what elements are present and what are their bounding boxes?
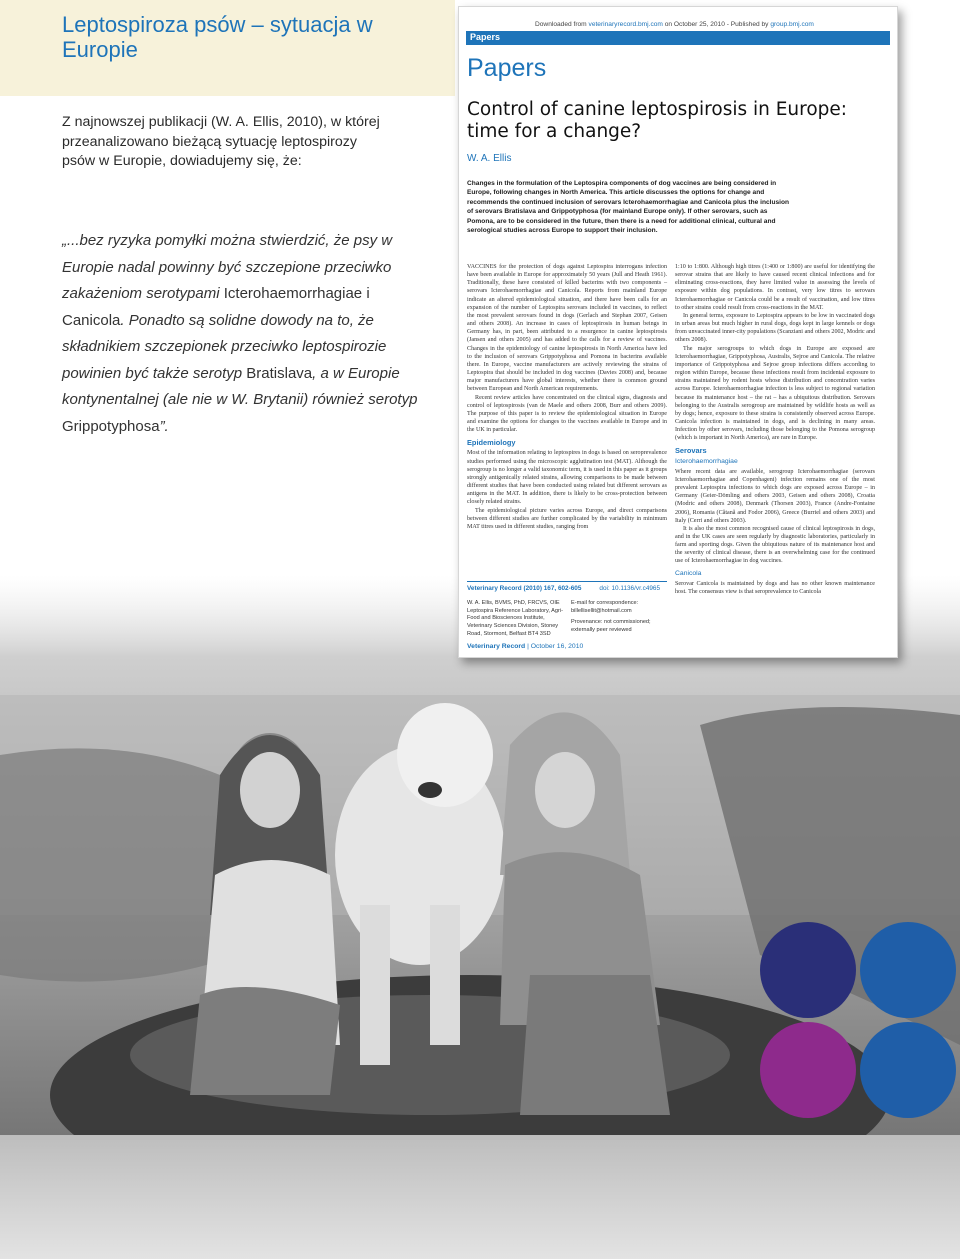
grass-left <box>0 748 240 981</box>
body-paragraph: VACCINES for the protection of dogs against Leptospira interrogans infection have been available in Europe for approximately 50 years (Jull and Heath 1961). Traditionally, these have consisted of killed bacterins with two components – serovars Icterohaemorrhagiae and Canicola. Reports from mainland Europe indicate an altered epidemiological situation, and there have been calls for an expansion of the number of Leptospira serovars included in vaccines, to reflect the most prevalent serovars found in dogs (Gerlach and Stephan 2007, Geisen and others 2008). An increase in cases of leptospirosis in human beings in Germany has, in part, been attributed to a resurgence in canine leptospirosis (Jansen and others 2005) and has added to the calls for a review of vaccines. Changes in the epidemiology of canine leptospirosis in North America have led to the inclusion of serovars Grippotyphosa and Pomona in bacterins available there. In Europe, vaccine manufacturers are actively reviewing the strains of Leptospira that should be included in dog vaccines (Davies 2008) and, because major manufacturers have global interests, whether there is common ground between European and North American requirements. <box>467 264 667 393</box>
subheading-canicola: Canicola <box>675 569 702 577</box>
decor-circle-navy <box>760 922 856 1018</box>
water-foreground <box>0 1135 960 1259</box>
quote-part-1: „...bez ryzyka pomyłki można stwierdzić, że psy w Europie nadal powinny być szczepione przeciwko zakażeniom serotypami <box>62 232 393 302</box>
provenance-note: Provenance: not commissioned; externally peer reviewed <box>571 619 651 634</box>
decor-circle-purple <box>760 1022 856 1118</box>
article-abstract: Changes in the formulation of the Leptospira components of dog vaccines are being considered in Europe, following changes in North America. This article discusses the options for change and recommends the continued inclusion of serovars Icterohaemorrhagiae and Canicola plus the inclusion of serovars Bratislava and Grippotyphosa (for mainland Europe only). If other serovars, such as Pomona, are to be considered in the future, then there is a need for additional clinical, cultural and serological studies across Europe to support their inclusion. <box>467 180 790 235</box>
quote-serovar-2: Bratislava <box>246 364 313 382</box>
subheading-icterohaemorrhagiae: Icterohaemorrhagiae <box>675 457 738 465</box>
author-affiliation: W. A. Ellis, BVMS, PhD, FRCVS, OIE Leptospira Reference Laboratory, Agri-Food and Biosciences Institute, Veterinary Sciences Division, Stoney Road, Stormont, Belfast BT4 3SD <box>467 600 563 637</box>
meta-divider <box>467 581 667 582</box>
decor-circle-blue-1 <box>860 922 956 1018</box>
body-paragraph: Recent review articles have concentrated on the clinical signs, diagnosis and control of leptospirosis (van de Maele and others 2008, Burr and others 2009). The purpose of this paper is to review the epidemiological situation in Europe and examine the options for changes to the vaccines available in Europe and in the UK in particular. <box>467 394 667 434</box>
quote-serovar-3: Grippotyphosa <box>62 417 160 435</box>
footer-date: | October 16, 2010 <box>525 643 584 650</box>
intro-text: Z najnowszej publikacji (W. A. Ellis, 2010), w której przeanalizowano bieżącą sytuację leptospirozy psów w Europie, dowiadujemy się, że: <box>62 114 380 169</box>
body-column-1 <box>467 263 667 531</box>
citation-line <box>467 585 660 592</box>
section-bar <box>466 31 890 45</box>
download-line: Downloaded from veterinaryrecord.bmj.com on October 25, 2010 - Published by group.bmj.com <box>535 21 814 28</box>
citation: Veterinary Record (2010) 167, 602-605 <box>467 585 582 592</box>
page-footer <box>467 643 583 650</box>
page-title: Leptospiroza psów – sytuacja w Europie <box>62 12 373 62</box>
correspondence <box>571 600 667 635</box>
quote-part-2: . Ponadto są solidne dowody na to, że składnikiem szczepionek przeciwko leptospirozie powinien być także serotyp <box>62 311 387 382</box>
section-bar-label: Papers <box>470 32 501 42</box>
quote-serovars-1: Icterohaemorrhagiae i Canicola <box>62 285 370 329</box>
body-paragraph: The epidemiological picture varies across Europe, and direct comparisons between different studies are further complicated by the variability in minimum MAT titres used in different studies, ranging from <box>467 507 667 530</box>
heading-serovars: Serovars <box>675 446 707 456</box>
decor-circle-blue-2 <box>860 1022 956 1118</box>
body-paragraph: Serovar Canicola is maintained by dogs and has no other known maintenance host. The consensus view is that seroprevalence to Canicola <box>675 580 875 595</box>
heading-epidemiology: Epidemiology <box>467 438 516 448</box>
pull-quote <box>62 228 422 440</box>
body-paragraph: In general terms, exposure to Leptospira appears to be low in vaccinated dogs in urban areas but much higher in rural dogs, dogs kept in large kennels or dogs from unvaccinated inner-city populations (Scanziani and others 2002, Modric and others 2008). <box>675 312 875 344</box>
article-title: Control of canine leptospirosis in Europe: time for a change? <box>467 99 848 142</box>
quote-part-3: , a w Europie kontynentalnej (ale nie w W. Brytanii) również serotyp <box>62 364 418 408</box>
section-heading: Papers <box>467 54 547 82</box>
article-author: W. A. Ellis <box>467 153 512 164</box>
body-paragraph: 1:10 to 1:800. Although high titres (1:400 or 1:800) are useful for identifying the serovar strains that are likely to have caused recent clinical infections and for eliminating cross-reactions, they have limited value in assessing the levels of exposure within dog populations. In contrast, very low titres to serovars Icterohaemorrhagiae or Canicola could be a result of vaccination, and low titres to other strains could result from cross-reactions in the MAT. <box>675 264 875 311</box>
body-paragraph: Where recent data are available, serogroup Icterohaemorrhagiae (serovars Icterohaemorrhagiae and Copenhageni) infection remains one of the most prevalent Leptospira infections to which dogs are exposed across Europe – in Germany (Geier-Dömling and others 2003, Geisen and others 2008), Croatia (Modric and others 2008), Denmark (Thorsen 2003), France (Andre-Fontaine 2006), Romania (Cătană and Fodor 2006), Greece (Burriel and others 2003) and Italy (Cerri and others 2003). <box>675 468 875 524</box>
body-column-2 <box>675 263 875 596</box>
footer-journal: Veterinary Record <box>467 643 526 650</box>
article-page <box>458 6 898 658</box>
quote-part-4: ”. <box>159 417 169 435</box>
body-paragraph: It is also the most common recognised cause of clinical leptospirosis in dogs, and in the UK cases are seen regularly by diagnostic laboratories, particularly in farm and sporting dogs. Given the ubiquitous nature of its maintenance host and the severity of clinical disease, there is an overwhelming case for the continued use of Icterohaemorrhagiae in dog vaccines. <box>675 525 875 565</box>
photo-girls-with-dog <box>0 575 960 1259</box>
body-paragraph: The major serogroups to which dogs in Europe are exposed are Icterohaemorrhagiae, Grippotyphosa, Australis, Sejroe and Canicola. The relative importance of Grippotyphosa and Sejroe group infections differs according to region within Europe, because these infections result from incidental exposure to strains maintained by rodent hosts whose distribution and concentration varies across Europe. Icterohaemorrhagiae infection is less subject to regional variation because its maintenance host – the rat – has a ubiquitous distribution. Serovars belonging to the Australis serogroup are maintained by wildlife hosts as well as by dogs; hence, exposure to these strains is consistently observed across Europe. Canicola infection is maintained in dogs, and is declining in many areas. Infection by other serovars, including those belonging to the Pomona serogroup (which is important in North America), are rare in Europe. <box>675 345 875 442</box>
publisher-link[interactable]: group.bmj.com <box>770 21 814 28</box>
correspondence-email: E-mail for correspondence: billellisellit@hotmail.com <box>571 600 639 614</box>
doi[interactable]: doi: 10.1136/vr.c4965 <box>599 585 661 592</box>
download-site-link[interactable]: veterinaryrecord.bmj.com <box>588 21 663 28</box>
body-paragraph: Most of the information relating to leptospires in dogs is based on seroprevalence studies performed using the microscopic agglutination test (MAT). Although the serogroup is no longer a valid taxonomic term, it is used in this paper as it groups strongly antigenically related strains, allowing comparisons to be made between different studies that have been conducted using related but different serovars as antigens in the MAT. In addition, there is likely to be cross-protection between closely related strains. <box>467 450 667 506</box>
